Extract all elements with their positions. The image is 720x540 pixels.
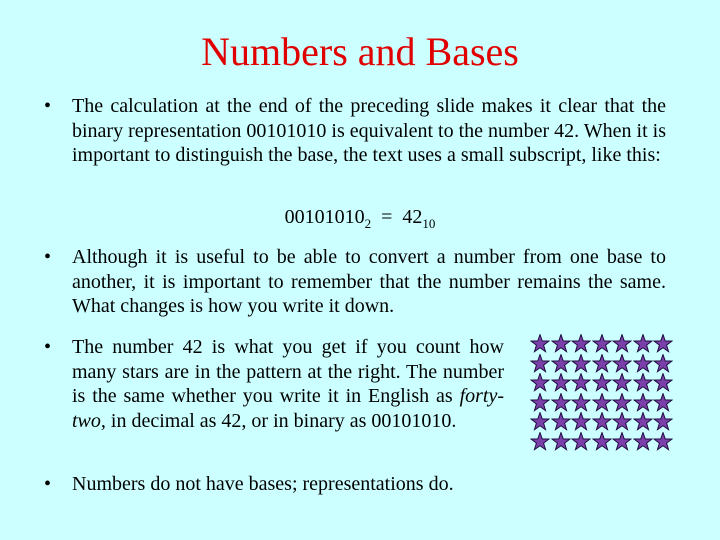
- star-icon: [551, 334, 571, 353]
- bullet-text-part: in decimal as 42, or in binary as 00101010.: [105, 409, 457, 432]
- star-icon: [612, 432, 632, 451]
- star-icon: [592, 354, 612, 373]
- star-icon: [551, 393, 571, 412]
- equation-lhs: 00101010: [284, 206, 365, 228]
- star-icon: [571, 373, 591, 392]
- star-icon: [592, 432, 612, 451]
- star-icon: [633, 393, 653, 412]
- star-icon: [612, 412, 632, 431]
- star-pattern: [530, 334, 674, 452]
- star-icon: [551, 432, 571, 451]
- star-icon: [653, 354, 673, 373]
- star-icon: [530, 432, 550, 451]
- star-icon: [653, 373, 673, 392]
- equation-rhs: 42: [402, 206, 423, 228]
- star-icon: [530, 354, 550, 373]
- star-icon: [551, 412, 571, 431]
- star-icon: [530, 393, 550, 412]
- star-icon: [653, 412, 673, 431]
- bullet-text: Numbers do not have bases; representations do.: [72, 473, 454, 495]
- star-icon: [592, 393, 612, 412]
- star-icon: [612, 334, 632, 353]
- star-icon: [612, 393, 632, 412]
- star-icon: [633, 412, 653, 431]
- star-icon: [530, 373, 550, 392]
- star-icon: [592, 373, 612, 392]
- equation-lhs-base: 2: [364, 216, 372, 231]
- star-icon: [612, 373, 632, 392]
- star-icon: [633, 334, 653, 353]
- star-icon: [530, 334, 550, 353]
- equation-operator: =: [381, 206, 393, 228]
- slide-title: Numbers and Bases: [201, 29, 519, 74]
- star-icon: [530, 412, 550, 431]
- star-icon: [551, 373, 571, 392]
- star-icon: [571, 334, 591, 353]
- star-icon: [653, 334, 673, 353]
- star-icon: [633, 373, 653, 392]
- bullet-marker: •: [44, 473, 52, 495]
- star-icon: [592, 412, 612, 431]
- bullet-text: Although it is useful to be able to convert a number from one base to another, it is important to remember that the number remains the same. What changes is how you write it down.: [72, 246, 666, 317]
- star-icon: [571, 432, 591, 451]
- equation-rhs-base: 10: [422, 216, 436, 231]
- base-equation: [0, 206, 720, 232]
- bullet-text-italic: forty-two,: [72, 385, 504, 432]
- star-icon: [612, 354, 632, 373]
- star-icon: [633, 432, 653, 451]
- bullet-marker: •: [44, 246, 52, 268]
- star-icon: [633, 354, 653, 373]
- star-icon: [551, 354, 571, 373]
- bullet-text-part: The number 42 is what you get if you count how many stars are in the pattern at the right. The number is the same whether you write it in English as: [72, 336, 504, 407]
- bullet-text: [72, 335, 504, 433]
- bullet-marker: •: [44, 95, 52, 117]
- bullet-text: The calculation at the end of the preceding slide makes it clear that the binary representation 00101010 is equivalent to the number 42. When it is important to distinguish the base, the text uses a small subscript, like this:: [72, 95, 666, 166]
- star-icon: [653, 432, 673, 451]
- star-icon: [571, 393, 591, 412]
- star-icon: [653, 393, 673, 412]
- bullet-marker: •: [44, 336, 52, 358]
- star-icon: [571, 412, 591, 431]
- star-icon: [592, 334, 612, 353]
- star-icon: [571, 354, 591, 373]
